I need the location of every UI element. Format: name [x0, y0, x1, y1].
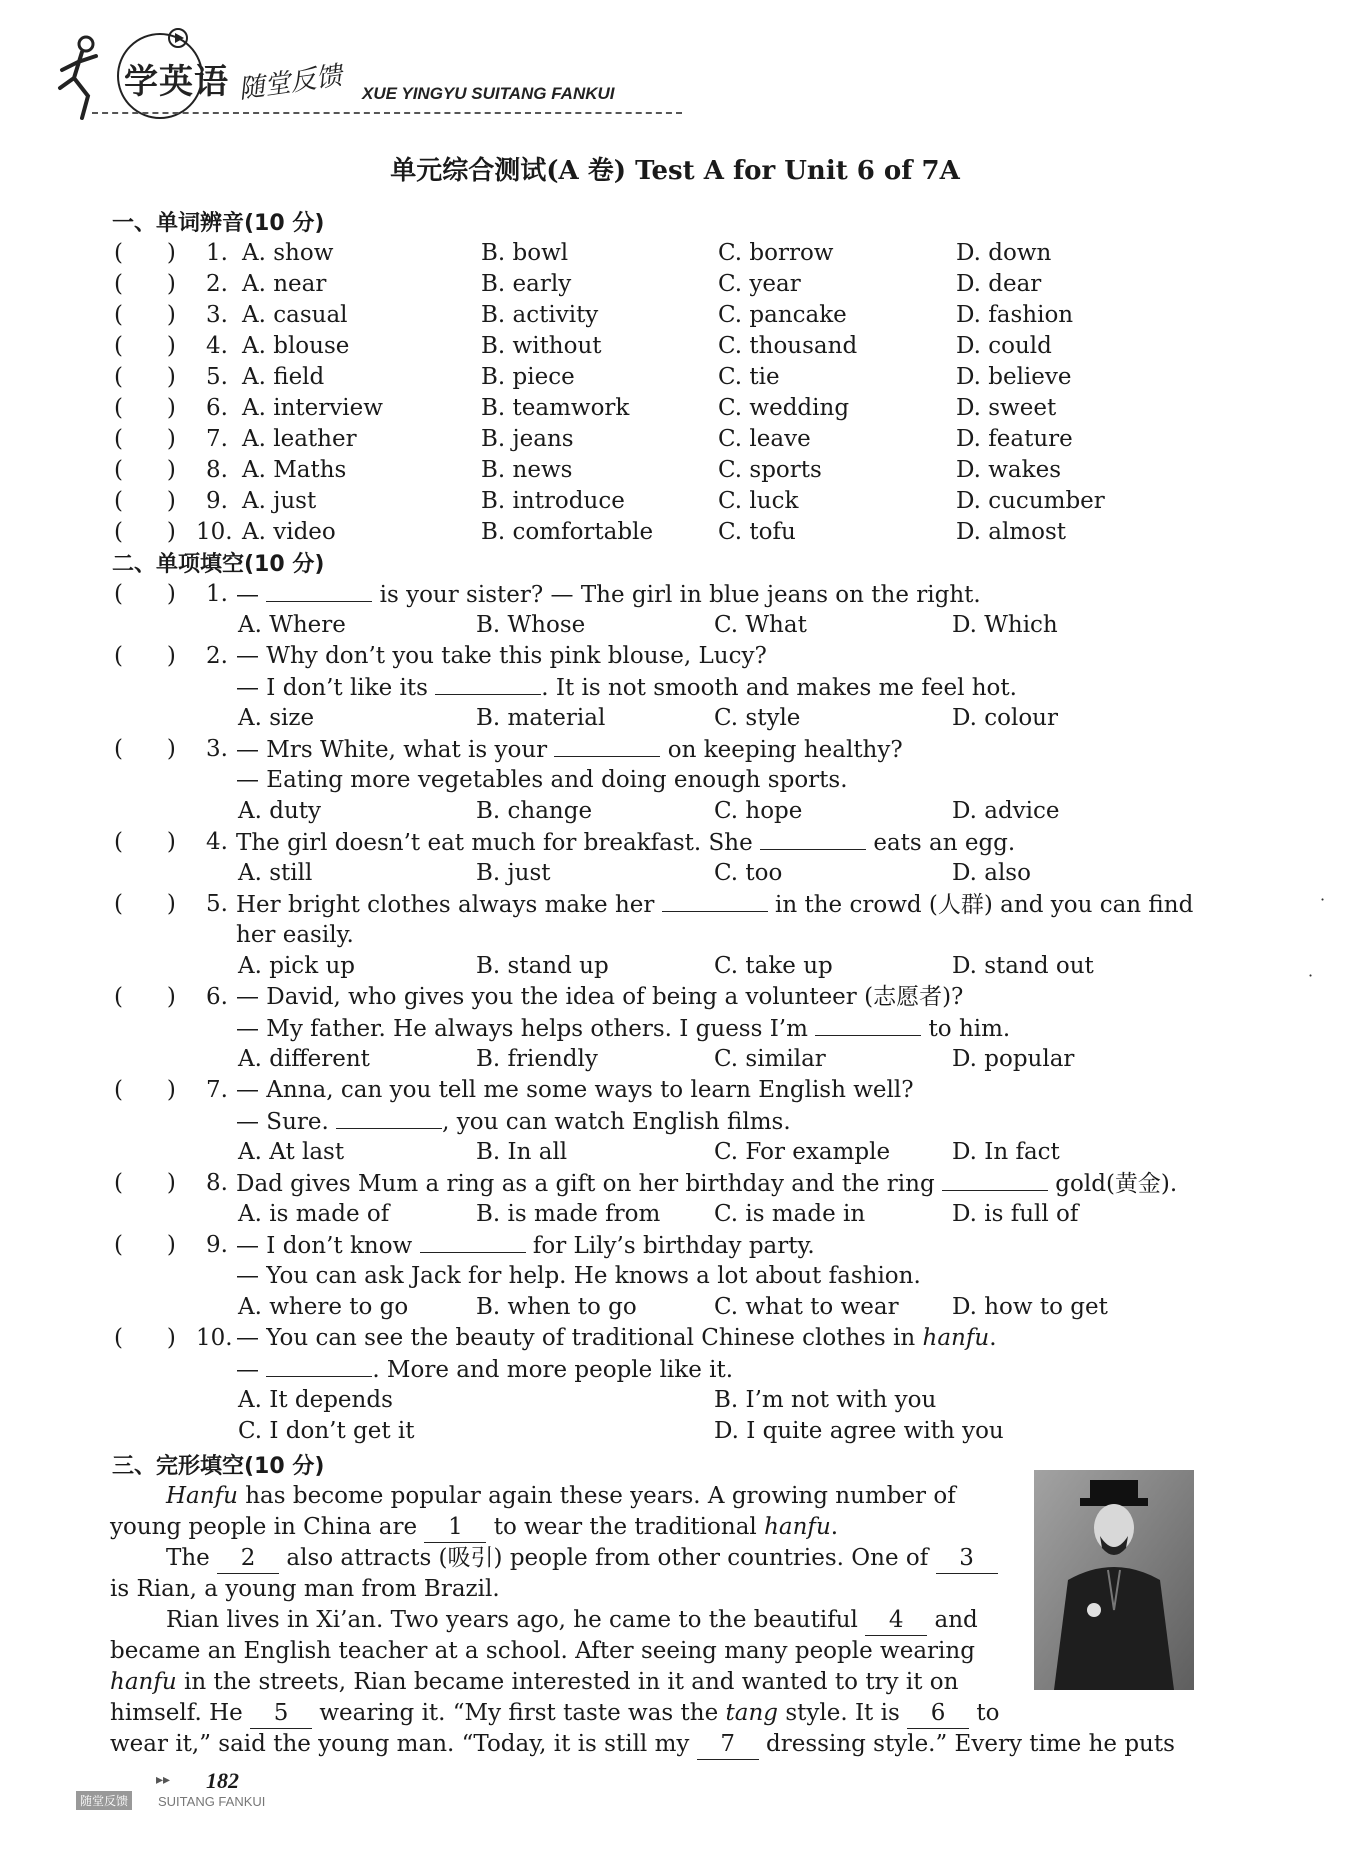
passage-line: young people in China are 1 to wear the traditional hanfu. — [110, 1512, 838, 1543]
section-heading-2: 二、单项填空(10 分) — [112, 552, 325, 577]
question-number: 1. — [206, 240, 228, 266]
option: D. I quite agree with you — [714, 1418, 1004, 1444]
question-stem: — Why don’t you take this pink blouse, Lucy? — [236, 643, 767, 669]
option: A. pick up — [238, 953, 355, 979]
passage-line: himself. He 5 wearing it. “My first taste was the tang style. It is 6 to — [110, 1698, 999, 1729]
option: A. At last — [238, 1139, 345, 1165]
question-number: 4. — [206, 829, 228, 855]
word-option: C. tofu — [718, 519, 796, 545]
word-option: D. could — [956, 333, 1052, 359]
word-option: B. news — [481, 457, 573, 483]
option: D. also — [952, 860, 1031, 886]
cloze-blank[interactable]: 5 — [250, 1698, 312, 1729]
word-option: B. teamwork — [481, 395, 630, 421]
option: A. where to go — [238, 1294, 409, 1320]
answer-paren[interactable]: ( ) — [114, 333, 176, 359]
word-option: B. introduce — [481, 488, 625, 514]
question-stem: — David, who gives you the idea of being a volunteer (志愿者)? — [236, 984, 964, 1010]
option: A. duty — [238, 798, 322, 824]
word-option: C. sports — [718, 457, 822, 483]
footer-tag: 随堂反馈 — [76, 1791, 132, 1810]
word-option: C. tie — [718, 364, 780, 390]
option: B. is made from — [476, 1201, 661, 1227]
question-stem: Dad gives Mum a ring as a gift on her birthday and the ring gold(黄金). — [236, 1168, 1177, 1199]
blank[interactable] — [435, 672, 541, 695]
blank[interactable] — [336, 1106, 442, 1129]
word-option: D. down — [956, 240, 1052, 266]
answer-paren[interactable]: ( ) — [114, 488, 176, 514]
hanfu-man-photo — [1034, 1470, 1194, 1690]
option: B. change — [476, 798, 593, 824]
passage-line: wear it,” said the young man. “Today, it is still my 7 dressing style.” Every time he puts — [110, 1729, 1175, 1760]
question-stem: — You can see the beauty of traditional Chinese clothes in hanfu. — [236, 1325, 997, 1351]
option: B. stand up — [476, 953, 609, 979]
option: C. hope — [714, 798, 803, 824]
question-stem: — Anna, can you tell me some ways to learn English well? — [236, 1077, 914, 1103]
question-stem: — Mrs White, what is your on keeping healthy? — [236, 734, 903, 765]
blank[interactable] — [554, 734, 660, 757]
scan-mark: · — [1320, 890, 1326, 909]
question-number: 9. — [206, 1232, 228, 1258]
option: A. size — [238, 705, 315, 731]
runner-icon — [52, 30, 112, 120]
option: C. take up — [714, 953, 833, 979]
question-number: 2. — [206, 643, 228, 669]
option: C. what to wear — [714, 1294, 899, 1320]
blank[interactable] — [266, 1354, 372, 1377]
answer-paren[interactable]: ( ) — [114, 395, 176, 421]
option: D. how to get — [952, 1294, 1108, 1320]
question-number: 10. — [196, 1325, 233, 1351]
word-option: A. Maths — [242, 457, 347, 483]
answer-paren[interactable]: ( ) — [114, 240, 176, 266]
word-option: B. bowl — [481, 240, 569, 266]
answer-paren[interactable]: ( ) — [114, 581, 176, 607]
word-option: B. early — [481, 271, 572, 297]
word-option: A. blouse — [242, 333, 350, 359]
question-number: 3. — [206, 302, 228, 328]
blank[interactable] — [942, 1168, 1048, 1191]
option: C. is made in — [714, 1201, 866, 1227]
answer-paren[interactable]: ( ) — [114, 1232, 176, 1258]
question-number: 7. — [206, 1077, 228, 1103]
question-number: 8. — [206, 457, 228, 483]
section-heading-1: 一、单词辨音(10 分) — [112, 211, 325, 236]
option: D. Which — [952, 612, 1058, 638]
question-stem: — I don’t know for Lily’s birthday party. — [236, 1230, 815, 1261]
option: D. advice — [952, 798, 1060, 824]
footer-arrow-icon: ▸▸ — [156, 1772, 171, 1788]
question-number: 10. — [196, 519, 233, 545]
word-option: A. interview — [242, 395, 383, 421]
answer-paren[interactable]: ( ) — [114, 271, 176, 297]
word-option: C. borrow — [718, 240, 834, 266]
answer-paren[interactable]: ( ) — [114, 364, 176, 390]
section-heading-3: 三、完形填空(10 分) — [112, 1454, 325, 1479]
option: C. For example — [714, 1139, 891, 1165]
word-option: C. luck — [718, 488, 799, 514]
blank[interactable] — [420, 1230, 526, 1253]
word-option: D. dear — [956, 271, 1042, 297]
brand-header — [52, 26, 652, 122]
option: C. I don’t get it — [238, 1418, 415, 1444]
answer-paren[interactable]: ( ) — [114, 891, 176, 917]
option: D. is full of — [952, 1201, 1079, 1227]
footer-en: SUITANG FANKUI — [158, 1794, 266, 1809]
option: B. I’m not with you — [714, 1387, 937, 1413]
answer-paren[interactable]: ( ) — [114, 643, 176, 669]
passage-line: became an English teacher at a school. After seeing many people wearing — [110, 1638, 975, 1664]
question-number: 3. — [206, 736, 228, 762]
option: A. is made of — [238, 1201, 390, 1227]
option: D. colour — [952, 705, 1058, 731]
answer-paren[interactable]: ( ) — [114, 1170, 176, 1196]
word-option: B. comfortable — [481, 519, 654, 545]
question-stem: — is your sister? — The girl in blue jeans on the right. — [236, 579, 981, 610]
answer-paren[interactable]: ( ) — [114, 1325, 176, 1351]
brand-en: XUE YINGYU SUITANG FANKUI — [362, 84, 615, 103]
word-option: D. believe — [956, 364, 1072, 390]
word-option: B. activity — [481, 302, 599, 328]
word-option: C. leave — [718, 426, 811, 452]
word-option: D. fashion — [956, 302, 1074, 328]
word-option: C. pancake — [718, 302, 847, 328]
word-option: D. cucumber — [956, 488, 1105, 514]
blank[interactable] — [815, 1013, 921, 1036]
answer-paren[interactable]: ( ) — [114, 519, 176, 545]
passage-line: hanfu in the streets, Rian became interested in it and wanted to try it on — [110, 1669, 959, 1695]
word-option: D. sweet — [956, 395, 1057, 421]
option: B. when to go — [476, 1294, 637, 1320]
word-option: A. just — [242, 488, 317, 514]
question-number: 6. — [206, 395, 228, 421]
option: B. friendly — [476, 1046, 598, 1072]
word-option: A. show — [242, 240, 334, 266]
word-option: C. wedding — [718, 395, 850, 421]
cloze-blank[interactable]: 3 — [936, 1543, 998, 1574]
cloze-blank[interactable]: 1 — [424, 1512, 486, 1543]
option: C. What — [714, 612, 807, 638]
option: C. similar — [714, 1046, 826, 1072]
option: B. material — [476, 705, 606, 731]
question-stem: — Sure. , you can watch English films. — [236, 1106, 791, 1137]
answer-paren[interactable]: ( ) — [114, 1077, 176, 1103]
option: B. In all — [476, 1139, 568, 1165]
word-option: D. almost — [956, 519, 1067, 545]
option: B. just — [476, 860, 551, 886]
option: A. It depends — [238, 1387, 393, 1413]
question-stem: The girl doesn’t eat much for breakfast. She eats an egg. — [236, 827, 1015, 858]
word-option: A. casual — [242, 302, 348, 328]
question-stem: — . More and more people like it. — [236, 1354, 733, 1385]
option: D. popular — [952, 1046, 1075, 1072]
word-option: A. leather — [242, 426, 357, 452]
cloze-blank[interactable]: 6 — [907, 1698, 969, 1729]
question-number: 6. — [206, 984, 228, 1010]
question-stem: — My father. He always helps others. I guess I’m to him. — [236, 1013, 1010, 1044]
question-number: 8. — [206, 1170, 228, 1196]
cloze-blank[interactable]: 4 — [865, 1605, 927, 1636]
question-number: 1. — [206, 581, 228, 607]
answer-paren[interactable]: ( ) — [114, 984, 176, 1010]
blank[interactable] — [760, 827, 866, 850]
question-number: 4. — [206, 333, 228, 359]
header-divider — [92, 112, 682, 114]
question-number: 5. — [206, 891, 228, 917]
option: A. different — [238, 1046, 370, 1072]
blank[interactable] — [662, 889, 768, 912]
word-option: C. thousand — [718, 333, 858, 359]
option: A. still — [238, 860, 313, 886]
blank[interactable] — [266, 579, 372, 602]
word-option: C. year — [718, 271, 801, 297]
option: A. Where — [238, 612, 346, 638]
word-option: D. wakes — [956, 457, 1061, 483]
passage-line: Rian lives in Xi’an. Two years ago, he came to the beautiful 4 and — [166, 1605, 978, 1636]
option: C. too — [714, 860, 783, 886]
question-stem: — Eating more vegetables and doing enough sports. — [236, 767, 848, 793]
page-title: 单元综合测试(A 卷) Test A for Unit 6 of 7A — [390, 156, 960, 186]
question-number: 7. — [206, 426, 228, 452]
word-option: A. near — [242, 271, 327, 297]
question-stem: her easily. — [236, 922, 354, 948]
passage-line: is Rian, a young man from Brazil. — [110, 1576, 500, 1602]
word-option: A. field — [242, 364, 325, 390]
question-number: 9. — [206, 488, 228, 514]
word-option: B. piece — [481, 364, 575, 390]
answer-paren[interactable]: ( ) — [114, 457, 176, 483]
question-stem: — I don’t like its . It is not smooth and makes me feel hot. — [236, 672, 1017, 703]
option: C. style — [714, 705, 801, 731]
brand-cn-sub: 随堂反馈 — [236, 60, 344, 106]
word-option: A. video — [242, 519, 336, 545]
word-option: B. jeans — [481, 426, 574, 452]
passage-line: The 2 also attracts (吸引) people from other countries. One of 3 — [166, 1543, 998, 1574]
scan-mark: · — [1308, 966, 1314, 985]
cloze-blank[interactable]: 2 — [217, 1543, 279, 1574]
question-stem: Her bright clothes always make her in the crowd (人群) and you can find — [236, 889, 1193, 920]
option: D. stand out — [952, 953, 1094, 979]
option: B. Whose — [476, 612, 586, 638]
word-option: B. without — [481, 333, 602, 359]
word-option: D. feature — [956, 426, 1073, 452]
question-number: 5. — [206, 364, 228, 390]
passage-line: Hanfu has become popular again these years. A growing number of — [166, 1483, 956, 1509]
brand-cn-main: 学英语 — [124, 62, 229, 102]
answer-paren[interactable]: ( ) — [114, 302, 176, 328]
question-number: 2. — [206, 271, 228, 297]
answer-paren[interactable]: ( ) — [114, 426, 176, 452]
option: D. In fact — [952, 1139, 1060, 1165]
answer-paren[interactable]: ( ) — [114, 829, 176, 855]
page-number: 182 — [206, 1768, 239, 1793]
answer-paren[interactable]: ( ) — [114, 736, 176, 762]
question-stem: — You can ask Jack for help. He knows a lot about fashion. — [236, 1263, 921, 1289]
cloze-blank[interactable]: 7 — [697, 1729, 759, 1760]
